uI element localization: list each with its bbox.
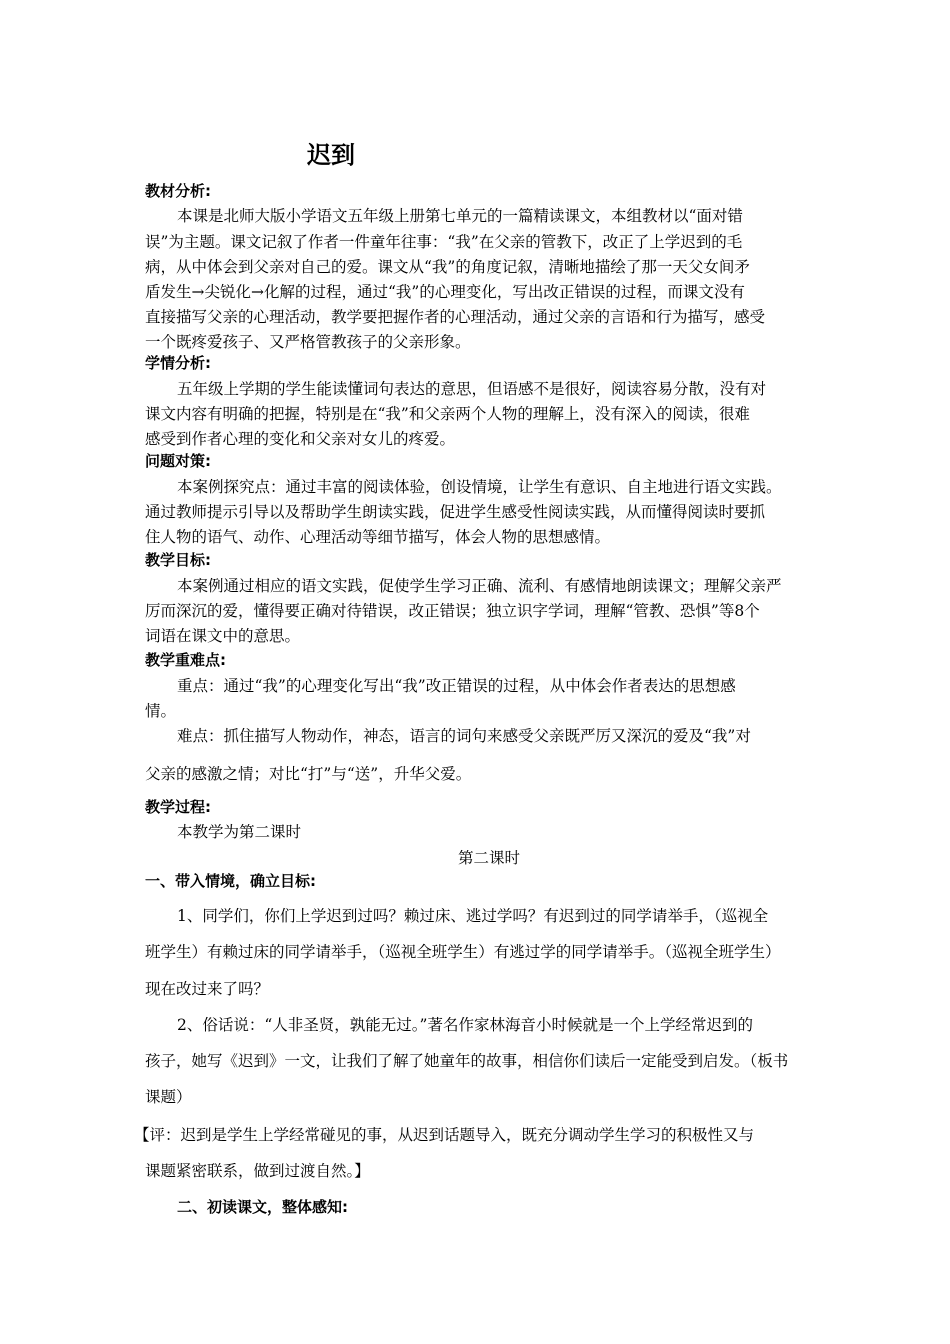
learner-line-1: 五年级上学期的学生能读懂词句表达的意思，但语感不是很好，阅读容易分散，没有对 bbox=[177, 380, 767, 398]
step1-para2-line-2: 孩子，她写《迟到》一文，让我们了解了她童年的故事，相信你们读后一定能受到启发。（板书 bbox=[145, 1052, 789, 1070]
section-heading-goals: 教学目标: bbox=[145, 551, 211, 569]
goals-line-2: 厉而深沉的爱，懂得要正确对待错误，改正错误；独立识字学词，理解“管教、恐惧”等8个 bbox=[145, 602, 760, 620]
material-line-2: 误”为主题。课文记叙了作者一件童年往事：“我”在父亲的管教下，改正了上学迟到的毛 bbox=[145, 233, 743, 251]
strategy-line-3: 住人物的语气、动作、心理活动等细节描写，体会人物的思想感情。 bbox=[145, 528, 611, 546]
step1-para2-line-1: 2、俗话说：“人非圣贤，孰能无过。”著名作家林海音小时候就是一个上学经常迟到的 bbox=[177, 1016, 753, 1034]
strategy-line-2: 通过教师提示引导以及帮助学生朗读实践，促进学生感受性阅读实践，从而懂得阅读时要抓 bbox=[145, 503, 766, 521]
step1-para1-line-3: 现在改过来了吗？ bbox=[145, 980, 270, 998]
step1-para1-line-2: 班学生）有赖过床的同学请举手，（巡视全班学生）有逃过学的同学请举手。（巡视全班学生） bbox=[145, 943, 781, 961]
material-line-3: 病，从中体会到父亲对自己的爱。课文从“我”的角度记叙，清晰地描绘了那一天父女间矛 bbox=[145, 258, 750, 276]
subheading-step-2: 二、初读课文，整体感知: bbox=[177, 1198, 348, 1216]
subheading-step-1: 一、带入情境，确立目标: bbox=[145, 872, 316, 890]
process-intro: 本教学为第二课时 bbox=[177, 823, 302, 841]
document-title: 迟到 bbox=[307, 141, 355, 169]
material-line-5: 直接描写父亲的心理活动，教学要把握作者的心理活动，通过父亲的言语和行为描写，感受 bbox=[145, 308, 766, 326]
section-heading-keypoints: 教学重难点: bbox=[145, 651, 226, 669]
section-heading-learner: 学情分析: bbox=[145, 354, 211, 372]
keypoints-line-1: 重点：通过“我”的心理变化写出“我”改正错误的过程，从中体会作者表达的思想感 bbox=[177, 677, 736, 695]
material-line-6: 一个既疼爱孩子、又严格管教孩子的父亲形象。 bbox=[145, 333, 471, 351]
keypoints-line-4: 父亲的感激之情；对比“打”与“送”，升华父爱。 bbox=[145, 765, 472, 783]
goals-line-3: 词语在课文中的意思。 bbox=[145, 627, 301, 645]
material-line-1: 本课是北师大版小学语文五年级上册第七单元的一篇精读课文，本组教材以“面对错 bbox=[177, 207, 743, 225]
learner-line-3: 感受到作者心理的变化和父亲对女儿的疼爱。 bbox=[145, 430, 456, 448]
learner-line-2: 课文内容有明确的把握，特别是在“我”和父亲两个人物的理解上，没有深入的阅读，很难 bbox=[145, 405, 750, 423]
keypoints-line-2: 情。 bbox=[145, 702, 177, 720]
keypoints-line-3: 难点：抓住描写人物动作，神态，语言的词句来感受父亲既严厉又深沉的爱及“我”对 bbox=[177, 727, 751, 745]
goals-line-1: 本案例通过相应的语文实践，促使学生学习正确、流利、有感情地朗读课文；理解父亲严 bbox=[177, 577, 782, 595]
lesson-subtitle: 第二课时 bbox=[458, 849, 521, 867]
step1-para2-line-3: 课题） bbox=[145, 1088, 192, 1106]
section-heading-strategy: 问题对策: bbox=[145, 452, 211, 470]
step1-para1-line-1: 1、同学们，你们上学迟到过吗？赖过床、逃过学吗？有迟到过的同学请举手，（巡视全 bbox=[177, 907, 769, 925]
section-heading-material: 教材分析: bbox=[145, 182, 211, 200]
strategy-line-1: 本案例探究点：通过丰富的阅读体验，创设情境，让学生有意识、自主地进行语文实践。 bbox=[177, 478, 782, 496]
material-line-4: 盾发生→尖锐化→化解的过程，通过“我”的心理变化，写出改正错误的过程，而课文没有 bbox=[145, 283, 745, 301]
section-heading-process: 教学过程: bbox=[145, 798, 211, 816]
comment-line-2: 课题紧密联系，做到过渡自然。】 bbox=[145, 1162, 370, 1180]
comment-line-1: 【评：迟到是学生上学经常碰见的事，从迟到话题导入，既充分调动学生学习的积极性又与 bbox=[134, 1126, 755, 1144]
